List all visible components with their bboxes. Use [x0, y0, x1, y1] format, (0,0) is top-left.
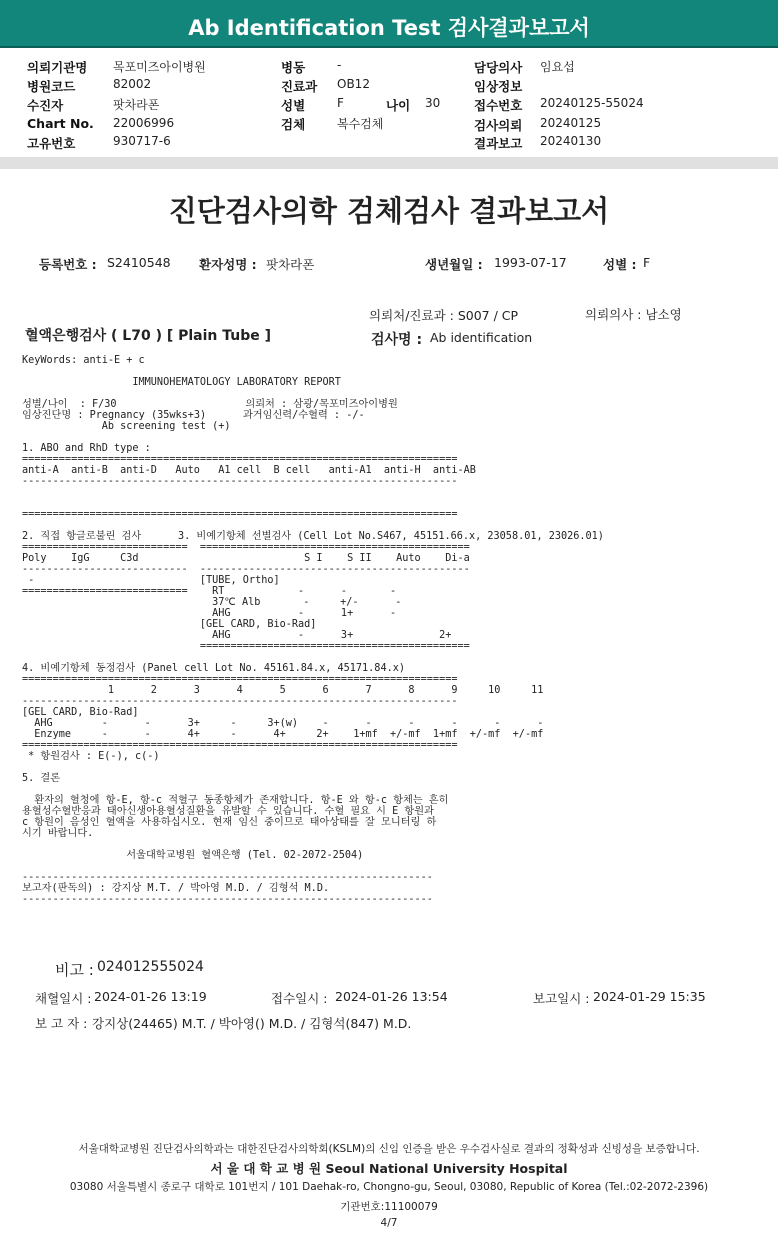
collect-label: 채혈일시 :	[35, 991, 92, 1006]
reg-no-label: 등록번호 :	[39, 257, 97, 272]
certification-text: 서울대학교병원 진단검사의학과는 대한진단검사의학회(KSLM)의 신임 인증을 받은 우수검사실로 결과의 정확성과 신빙성을 보증합니다.	[78, 1143, 700, 1155]
ward-value: -	[337, 58, 342, 72]
report-body-line: - [TUBE, Ortho]	[22, 575, 280, 586]
sex-value: F	[337, 96, 344, 110]
report-body-line: -----------------------------------------------------------------------	[22, 476, 458, 487]
report-body-line: =======================================================================	[22, 674, 458, 685]
referral-line: 의뢰처/진료과 : S007 / CP	[369, 308, 519, 323]
report-body-line: =======================================================================	[22, 509, 458, 520]
report-body-line: [GEL CARD, Bio-Rad]	[22, 707, 139, 718]
report-banner	[0, 0, 778, 48]
report-body-line: 시기 바랍니다.	[22, 828, 94, 839]
report-body-line: 임상진단명 : Pregnancy (35wks+3) 과거임신력/수혈력 : -/-	[22, 410, 365, 421]
patient-name-value: 팟차라폰	[266, 257, 315, 272]
report-body-line: =========================== RT - - -	[22, 586, 397, 597]
report-body-line: Ab screening test (+)	[22, 421, 231, 432]
report-body-line: -------------------------------------------------------------------	[22, 872, 433, 883]
specimen-label: 검체	[281, 117, 306, 132]
institution-label: 의뢰기관명	[27, 60, 88, 75]
hospital-code-value: 82002	[113, 77, 152, 91]
age-label: 나이	[386, 98, 411, 113]
test-name-value: Ab identification	[430, 330, 533, 345]
report-body-line: KeyWords: anti-E + c	[22, 355, 145, 366]
birth-label: 생년월일 :	[425, 257, 483, 272]
unique-no-label: 고유번호	[27, 136, 76, 151]
patient-label: 수진자	[27, 98, 64, 113]
report-body-line	[22, 366, 604, 377]
report-sex-label: 성별 :	[603, 257, 637, 272]
specimen-value: 복수검체	[337, 117, 384, 131]
report-body-line: 4. 비예기항체 동정검사 (Panel cell Lot No. 45161.84.x, 45171.84.x)	[22, 663, 405, 674]
report-body-line: AHG - 3+ 2+	[22, 630, 452, 641]
ref-doctor-line: 의뢰의사 : 남소영	[585, 307, 682, 322]
report-body-line	[22, 487, 604, 498]
report-body-line	[22, 652, 604, 663]
dept-label: 진료과	[281, 79, 318, 94]
report-body-line: ============================================	[22, 641, 470, 652]
sex-label: 성별	[281, 98, 306, 113]
clinical-label: 임상정보	[474, 79, 523, 94]
reception-value: 20240125-55024	[540, 96, 644, 110]
report-body-line: Poly IgG C3d S I S II Auto Di-a	[22, 553, 470, 564]
report-body-line: c 항원이 음성인 혈액을 사용하십시오. 현재 임신 중이므로 태아상태를 잘 모니터링 하	[22, 817, 437, 828]
doctor-value: 임요섭	[540, 60, 575, 74]
receive-label: 접수일시 :	[271, 991, 328, 1006]
result-label: 결과보고	[474, 136, 523, 151]
page-number: 4/7	[380, 1217, 398, 1229]
report-body-line: IMMUNOHEMATOLOGY LABORATORY REPORT	[22, 377, 341, 388]
report-body-line: [GEL CARD, Bio-Rad]	[22, 619, 317, 630]
report-body-line: --------------------------- --------------------------------------------	[22, 564, 470, 575]
report-body-line	[22, 861, 604, 872]
report-body-line: anti-A anti-B anti-D Auto A1 cell B cell anti-A1 anti-H anti-AB	[22, 465, 476, 476]
report-body-line: 37℃ Alb - +/- -	[22, 597, 402, 608]
request-value: 20240125	[540, 116, 602, 130]
section-title: 혈액은행검사 ( L70 ) [ Plain Tube ]	[25, 328, 272, 344]
reception-label: 접수번호	[474, 98, 523, 113]
reporter-label: 보 고 자 :	[35, 1016, 88, 1031]
section-separator	[0, 157, 778, 169]
doctor-label: 담당의사	[474, 60, 523, 75]
age-value: 30	[425, 96, 441, 110]
ward-label: 병동	[281, 60, 306, 75]
report-body-line: =======================================================================	[22, 454, 458, 465]
report-sex-value: F	[643, 255, 651, 270]
hospital-address: 03080 서울특별시 종로구 대학로 101번지 / 101 Daehak-ro, Chongno-gu, Seoul, 03080, Republic of Korea (Tel.:02-2072-2396)	[69, 1181, 709, 1193]
report-body-line: Enzyme - - 4+ - 4+ 2+ 1+mf +/-mf 1+mf +/-mf +/-mf	[22, 729, 544, 740]
report-body-line: 1 2 3 4 5 6 7 8 9 10 11	[22, 685, 544, 696]
dept-value: OB12	[337, 77, 370, 91]
report-body-line	[22, 784, 604, 795]
chart-no-value: 22006996	[113, 116, 175, 130]
report-body-line	[22, 498, 604, 509]
unique-no-value: 930717-6	[113, 134, 171, 148]
org-number: 기관번호:11100079	[340, 1201, 438, 1213]
hospital-code-label: 병원코드	[27, 79, 76, 94]
report-body-line	[22, 388, 604, 399]
report-body-line: 2. 직접 항글로불린 검사 3. 비예기항체 선별검사 (Cell Lot No.S467, 45151.66.x, 23058.01, 23026.01)	[22, 531, 604, 542]
report-body-line	[22, 839, 604, 850]
report-body-line: * 항원검사 : E(-), c(-)	[22, 751, 160, 762]
report-time-value: 2024-01-29 15:35	[593, 989, 706, 1004]
report-body-line: 용혈성수혈반응과 태아신생아용혈성질환을 유발할 수 있습니다. 수혈 필요 시 E 항원과	[22, 806, 434, 817]
report-body-line: =======================================================================	[22, 740, 458, 751]
report-body-line: AHG - - 3+ - 3+(w) - - - - - -	[22, 718, 544, 729]
report-body-line: -------------------------------------------------------------------	[22, 894, 433, 905]
patient-name-label: 환자성명 :	[199, 257, 257, 272]
report-document	[0, 169, 778, 1245]
report-title: 진단검사의학 검체검사 결과보고서	[168, 194, 610, 228]
result-value: 20240130	[540, 134, 602, 148]
birth-value: 1993-07-17	[494, 255, 567, 270]
report-body-line: 보고자(판독의) : 강지상 M.T. / 박아영 M.D. / 김형석 M.D.	[22, 883, 330, 894]
remarks-value: 024012555024	[97, 959, 204, 975]
report-body-line	[22, 432, 604, 443]
report-body-line: 1. ABO and RhD type :	[22, 443, 151, 454]
report-body-line: 환자의 혈청에 항-E, 항-c 적혈구 동종항체가 존재합니다. 항-E 와 항-c 항체는 흔히	[22, 795, 449, 806]
banner-title: Ab Identification Test 검사결과보고서	[188, 16, 590, 40]
report-body-line: AHG - 1+ -	[22, 608, 397, 619]
report-body-line: 5. 결론	[22, 773, 61, 784]
report-body-line	[22, 520, 604, 531]
report-body-line: 서울대학교병원 혈액은행 (Tel. 02-2072-2504)	[22, 850, 364, 861]
report-body-line: 성별/나이 : F/30 의뢰처 : 삼광/목포미즈아이병원	[22, 399, 398, 410]
request-label: 검사의뢰	[474, 118, 523, 133]
report-body-line: =========================== ============================================	[22, 542, 470, 553]
reporter-value: 강지상(24465) M.T. / 박아영() M.D. / 김형석(847) M.D.	[92, 1016, 412, 1031]
test-name-label: 검사명 :	[371, 332, 423, 348]
patient-info-panel	[0, 49, 778, 155]
chart-no-label: Chart No.	[27, 116, 94, 131]
report-time-label: 보고일시 :	[533, 991, 590, 1006]
reg-no-value: S2410548	[107, 255, 171, 270]
collect-value: 2024-01-26 13:19	[94, 989, 207, 1004]
institution-value: 목포미즈아이병원	[113, 60, 206, 74]
hospital-name: 서 울 대 학 교 병 원 Seoul National University Hospital	[210, 1161, 568, 1176]
remarks-label: 비고 :	[55, 961, 94, 979]
patient-value: 팟차라폰	[113, 98, 160, 112]
report-body-line: -----------------------------------------------------------------------	[22, 696, 458, 707]
report-body-text	[22, 355, 604, 905]
receive-value: 2024-01-26 13:54	[335, 989, 448, 1004]
report-body-line	[22, 762, 604, 773]
